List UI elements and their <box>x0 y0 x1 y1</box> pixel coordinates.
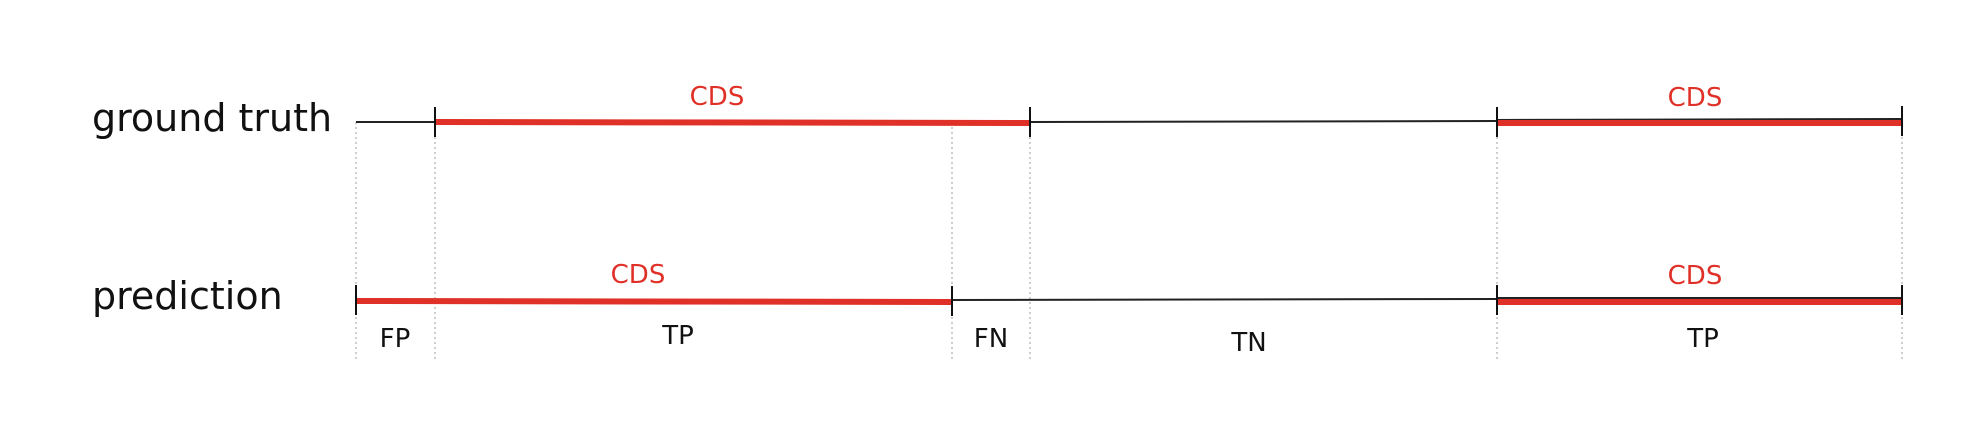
ground-truth-label: ground truth <box>92 96 333 140</box>
cds-segment <box>435 122 1030 123</box>
fp-label: FP <box>379 324 411 354</box>
prediction-label: prediction <box>92 274 283 318</box>
tn-label: TN <box>1231 328 1267 358</box>
tp-label: TP <box>662 321 694 351</box>
cds-label: CDS <box>1667 261 1723 291</box>
tp-label: TP <box>1687 324 1719 354</box>
cds-label: CDS <box>1667 83 1723 113</box>
fn-label: FN <box>973 324 1009 354</box>
cds-segment <box>356 301 952 302</box>
guide-lines <box>356 122 1902 362</box>
cds-label: CDS <box>689 82 745 112</box>
ground-truth-track <box>92 82 1902 140</box>
classification-labels <box>380 321 1719 358</box>
noncoding-line <box>1030 121 1497 122</box>
cds-label: CDS <box>610 260 666 290</box>
noncoding-line <box>952 299 1497 300</box>
prediction-track <box>92 260 1902 318</box>
noncoding-line <box>1497 119 1902 120</box>
